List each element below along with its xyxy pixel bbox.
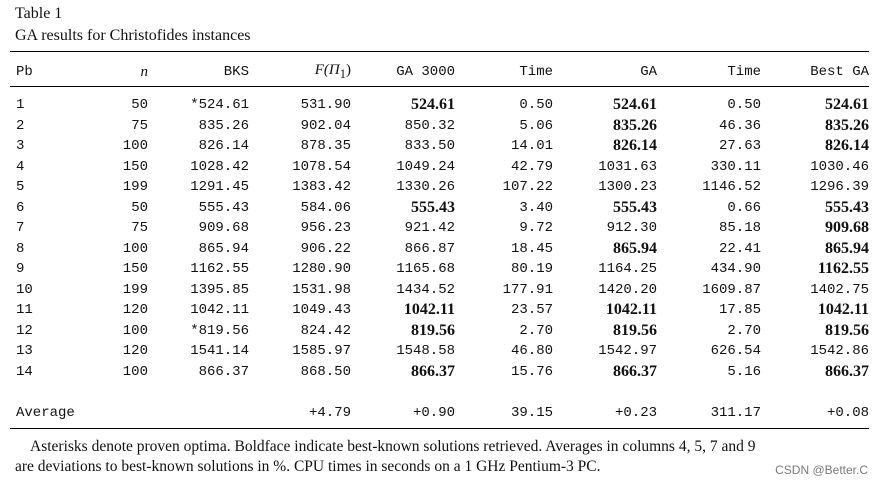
table-row	[10, 157, 873, 178]
cell-time2: 27.63	[718, 138, 761, 155]
cell-bks: 1042.11	[190, 302, 249, 319]
cell-ga3000: 819.56	[411, 321, 455, 339]
cell-time2: 1609.87	[702, 281, 761, 298]
header-ga: GA	[640, 64, 657, 80]
cell-ga: 1164.25	[598, 261, 657, 278]
average-bks	[148, 403, 249, 423]
cell-f: 902.04	[300, 117, 351, 134]
cell-ga: 866.37	[613, 362, 657, 380]
cell-time2: 330.11	[710, 158, 761, 175]
bottom-rule	[10, 428, 869, 429]
average-n	[106, 403, 148, 423]
cell-best: 1030.46	[810, 158, 869, 175]
cell-bks: *819.56	[190, 322, 249, 339]
average-table	[10, 403, 873, 423]
cell-best: 1042.11	[817, 301, 869, 319]
cell-f: 1280.90	[292, 261, 351, 278]
cell-pb: 14	[16, 363, 33, 380]
table-caption-title: GA results for Christofides instances	[15, 27, 251, 44]
header-f-pi-suffix: )	[346, 62, 351, 78]
cell-time1: 107.22	[502, 179, 553, 196]
cell-ga: 835.26	[613, 116, 657, 134]
cell-bks: 909.68	[198, 220, 249, 237]
header-time-2: Time	[727, 64, 761, 80]
average-f: +4.79	[308, 405, 351, 421]
cell-pb: 11	[16, 302, 33, 319]
cell-pb: 9	[16, 261, 25, 278]
header-f-pi-sub: 1	[339, 67, 346, 81]
table-row	[10, 239, 873, 260]
cell-ga: 524.61	[613, 96, 657, 114]
cell-bks: 1541.14	[190, 343, 249, 360]
table-row	[10, 177, 873, 198]
table-row	[10, 116, 873, 137]
cell-n: 75	[131, 220, 148, 237]
cell-n: 100	[122, 363, 148, 380]
cell-f: 906.22	[300, 240, 351, 257]
cell-n: 120	[122, 343, 148, 360]
cell-n: 100	[122, 240, 148, 257]
cell-time2: 0.66	[727, 199, 761, 216]
cell-n: 120	[122, 302, 148, 319]
cell-ga3000: 866.87	[404, 240, 455, 257]
cell-time1: 5.06	[519, 117, 553, 134]
average-best: +0.08	[826, 405, 869, 421]
cell-pb: 3	[16, 138, 25, 155]
cell-ga3000: 1548.58	[396, 343, 455, 360]
cell-time1: 80.19	[510, 261, 553, 278]
cell-best: 524.61	[825, 96, 869, 114]
cell-n: 50	[131, 97, 148, 114]
header-rule	[10, 86, 869, 87]
cell-time2: 2.70	[727, 322, 761, 339]
cell-ga3000: 1434.52	[396, 281, 455, 298]
cell-pb: 13	[16, 343, 33, 360]
cell-f: 1078.54	[292, 158, 351, 175]
cell-pb: 10	[16, 281, 33, 298]
cell-f: 1383.42	[292, 179, 351, 196]
header-ga3000: GA 3000	[396, 64, 455, 80]
footnote-line-2: are deviations to best-known solutions in %. CPU times in seconds on a 1 GHz Pentium-3 PC.	[15, 458, 601, 475]
header-f-pi-prefix: F(	[314, 62, 329, 78]
cell-ga3000: 1165.68	[396, 261, 455, 278]
cell-ga: 1542.97	[598, 343, 657, 360]
header-time-1: Time	[519, 64, 553, 80]
cell-f: 868.50	[300, 363, 351, 380]
rows-body	[10, 95, 873, 382]
cell-time1: 3.40	[519, 199, 553, 216]
cell-ga: 1042.11	[605, 301, 657, 319]
cell-f: 1585.97	[292, 343, 351, 360]
cell-bks: 1028.42	[190, 158, 249, 175]
header-f-pi-symbol: Π	[328, 62, 340, 78]
cell-best: 835.26	[825, 116, 869, 134]
cell-n: 100	[122, 322, 148, 339]
cell-best: 819.56	[825, 321, 869, 339]
cell-ga3000: 555.43	[411, 198, 455, 216]
cell-time2: 85.18	[718, 220, 761, 237]
cell-n: 199	[122, 179, 148, 196]
cell-time1: 18.45	[510, 240, 553, 257]
cell-ga: 1300.23	[598, 179, 657, 196]
cell-pb: 7	[16, 220, 25, 237]
cell-ga: 865.94	[613, 239, 657, 257]
cell-n: 150	[122, 261, 148, 278]
cell-time2: 46.36	[718, 117, 761, 134]
header-row	[10, 62, 873, 82]
table-row	[10, 362, 873, 383]
cell-ga: 1420.20	[598, 281, 657, 298]
cell-bks: *524.61	[190, 97, 249, 114]
cell-time1: 42.79	[510, 158, 553, 175]
table-row	[10, 321, 873, 342]
cell-n: 75	[131, 117, 148, 134]
average-row	[10, 403, 873, 423]
table-caption-label: Table 1	[15, 5, 63, 22]
cell-f: 824.42	[300, 322, 351, 339]
header-f-pi	[249, 62, 351, 82]
cell-best: 1296.39	[810, 179, 869, 196]
cell-n: 50	[131, 199, 148, 216]
cell-ga3000: 921.42	[404, 220, 455, 237]
cell-pb: 5	[16, 179, 25, 196]
header-best-ga: Best GA	[810, 64, 869, 80]
cell-time1: 15.76	[510, 363, 553, 380]
cell-pb: 1	[16, 97, 25, 114]
cell-ga3000: 1049.24	[396, 158, 455, 175]
table-header	[10, 62, 873, 82]
cell-f: 956.23	[300, 220, 351, 237]
cell-ga3000: 524.61	[411, 96, 455, 114]
cell-f: 1531.98	[292, 281, 351, 298]
cell-best: 1162.55	[817, 260, 869, 278]
cell-n: 150	[122, 158, 148, 175]
cell-bks: 1162.55	[190, 261, 249, 278]
cell-time1: 9.72	[519, 220, 553, 237]
table-row	[10, 300, 873, 321]
cell-pb: 12	[16, 322, 33, 339]
average-label: Average	[16, 405, 75, 421]
watermark: CSDN @Better.C	[775, 463, 868, 477]
cell-ga3000: 1042.11	[403, 301, 455, 319]
cell-best: 1402.75	[810, 281, 869, 298]
cell-pb: 4	[16, 158, 25, 175]
cell-time2: 17.85	[718, 302, 761, 319]
footnote-line-1: Asterisks denote proven optima. Boldface indicate best-known solutions retrieved. Averages in columns 4, 5, 7 and 9	[30, 438, 756, 455]
cell-bks: 826.14	[198, 138, 249, 155]
cell-time1: 2.70	[519, 322, 553, 339]
average-time-1: 39.15	[510, 405, 553, 421]
cell-time2: 0.50	[727, 97, 761, 114]
cell-n: 100	[122, 138, 148, 155]
cell-time1: 14.01	[510, 138, 553, 155]
cell-time2: 626.54	[710, 343, 761, 360]
cell-time2: 434.90	[710, 261, 761, 278]
cell-time1: 0.50	[519, 97, 553, 114]
cell-ga: 1031.63	[598, 158, 657, 175]
cell-bks: 865.94	[198, 240, 249, 257]
cell-bks: 1291.45	[190, 179, 249, 196]
table-row	[10, 280, 873, 301]
cell-bks: 866.37	[198, 363, 249, 380]
cell-best: 826.14	[825, 137, 869, 155]
table-row	[10, 198, 873, 219]
average-time-2: 311.17	[710, 405, 761, 421]
cell-ga: 819.56	[613, 321, 657, 339]
cell-ga: 826.14	[613, 137, 657, 155]
cell-time2: 5.16	[727, 363, 761, 380]
cell-best: 909.68	[825, 219, 869, 237]
cell-time1: 46.80	[510, 343, 553, 360]
cell-time2: 1146.52	[702, 179, 761, 196]
cell-ga3000: 850.32	[404, 117, 455, 134]
table-row	[10, 218, 873, 239]
cell-best: 555.43	[825, 198, 869, 216]
cell-best: 865.94	[825, 239, 869, 257]
table-row	[10, 136, 873, 157]
cell-pb: 8	[16, 240, 25, 257]
cell-f: 878.35	[300, 138, 351, 155]
header-pb: Pb	[16, 64, 33, 80]
table-row	[10, 259, 873, 280]
cell-ga3000: 866.37	[411, 362, 455, 380]
cell-f: 1049.43	[292, 302, 351, 319]
cell-ga3000: 1330.26	[396, 179, 455, 196]
average-ga: +0.23	[614, 405, 657, 421]
cell-bks: 1395.85	[190, 281, 249, 298]
cell-bks: 835.26	[198, 117, 249, 134]
cell-time1: 177.91	[502, 281, 553, 298]
table-row	[10, 341, 873, 362]
table-row	[10, 95, 873, 116]
header-bks: BKS	[223, 64, 249, 80]
cell-f: 584.06	[300, 199, 351, 216]
cell-f: 531.90	[300, 97, 351, 114]
cell-time1: 23.57	[510, 302, 553, 319]
cell-ga: 555.43	[613, 198, 657, 216]
top-rule	[10, 51, 869, 52]
cell-best: 866.37	[825, 362, 869, 380]
cell-time2: 22.41	[718, 240, 761, 257]
cell-bks: 555.43	[198, 199, 249, 216]
cell-pb: 6	[16, 199, 25, 216]
average-ga3000: +0.90	[412, 405, 455, 421]
table-body	[10, 95, 873, 382]
cell-n: 199	[122, 281, 148, 298]
cell-ga3000: 833.50	[404, 138, 455, 155]
cell-pb: 2	[16, 117, 25, 134]
cell-best: 1542.86	[810, 343, 869, 360]
header-n: n	[140, 63, 148, 80]
cell-ga: 912.30	[606, 220, 657, 237]
